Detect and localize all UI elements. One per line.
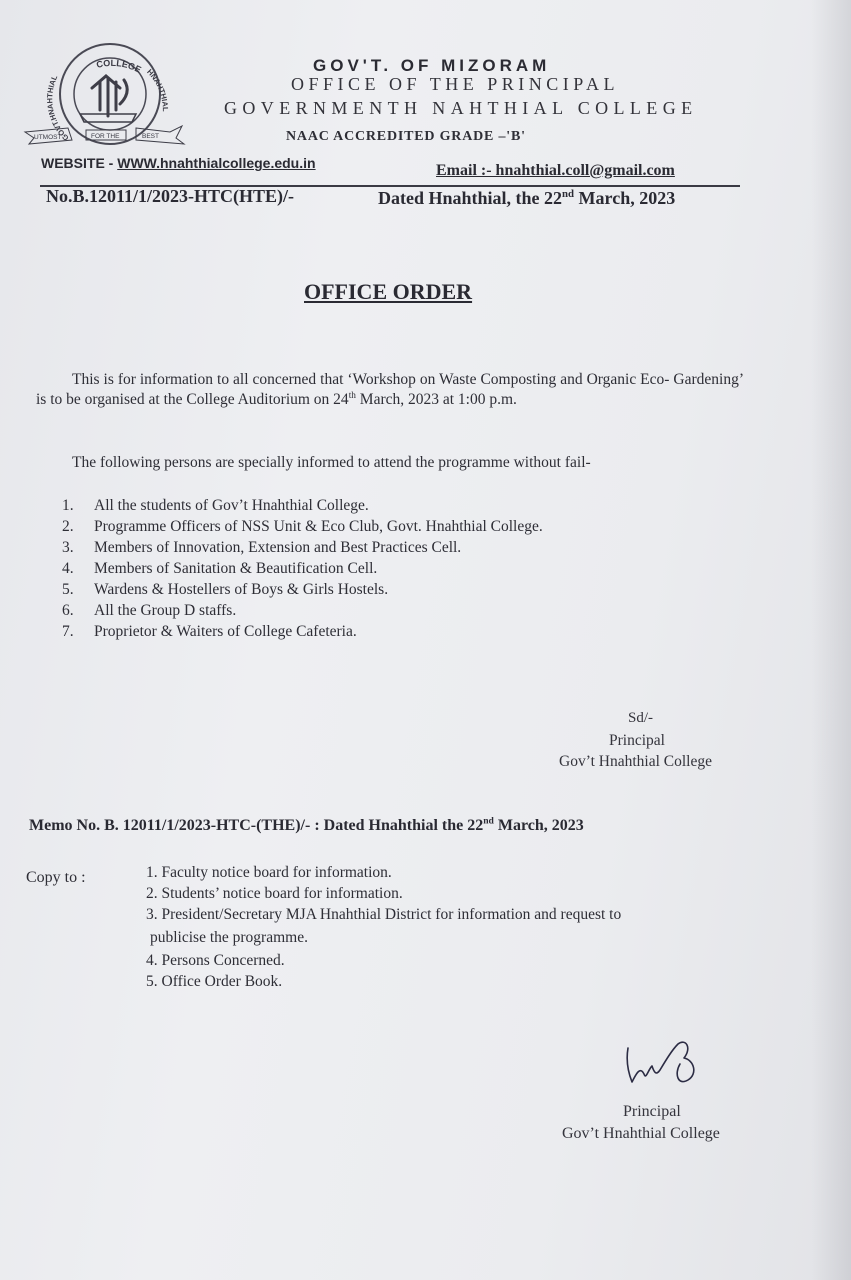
svg-text:COLLEGE (95, 58, 142, 75)
memo-number (29, 817, 584, 835)
reference-number: No.B.12011/1/2023-HTC(HTE)/- (46, 186, 295, 206)
list-item: 2. Students’ notice board for information. (146, 885, 403, 902)
list-item: 2. Programme Officers of NSS Unit & Eco Club, Govt. Hnahthial College. (62, 518, 543, 535)
list-item: 5. Wardens & Hostellers of Boys & Girls Hostels. (62, 581, 389, 598)
memo-suffix: March, 2023 (493, 817, 584, 834)
logo-ribbon-right: BEST (142, 133, 159, 140)
list-item: 3. President/Secretary MJA Hnahthial District for information and request to (146, 906, 622, 923)
signed-mark: Sd/- (628, 710, 654, 726)
body-text-part2: March, 2023 at 1:00 p.m. (355, 391, 517, 408)
logo-ribbon-left: UTMOST (34, 134, 62, 141)
header-naac-grade: NAAC ACCREDITED GRADE –'B' (286, 129, 526, 144)
attendee-list (62, 495, 543, 642)
logo-ribbon-center: FOR THE (91, 133, 120, 140)
logo-text-right: HNAHTHIAL (145, 67, 170, 112)
svg-text:GOVT.HNAHTHIAL (45, 73, 70, 142)
following-persons-text: The following persons are specially informed to attend the programme without fail- (72, 454, 591, 471)
handwritten-signature-icon (618, 1030, 708, 1090)
header-government: GOV'T. OF MIZORAM (313, 56, 551, 75)
website-link[interactable]: WWW.hnahthialcollege.edu.in (117, 155, 316, 171)
website-label: WEBSITE - (41, 155, 118, 171)
list-item: 1. All the students of Gov’t Hnahthial College. (62, 497, 369, 514)
list-item: 4. Members of Sanitation & Beautification Cell. (62, 560, 378, 577)
signoff-college: Gov’t Hnahthial College (559, 753, 712, 770)
list-item-continuation: publicise the programme. (150, 929, 308, 946)
list-item: 7. Proprietor & Waiters of College Cafeteria. (62, 623, 357, 640)
page-edge-shadow (811, 0, 851, 1280)
list-item: 5. Office Order Book. (146, 973, 283, 990)
college-logo-icon (20, 36, 195, 154)
copy-to-list (146, 862, 621, 992)
final-signoff-principal: Principal (623, 1103, 681, 1120)
logo-text-top: COLLEGE (95, 57, 143, 75)
copy-to-label: Copy to : (26, 869, 86, 886)
memo-sup: nd (483, 815, 494, 827)
header-email[interactable]: Email :- hnahthial.coll@gmail.com (436, 162, 675, 179)
list-item: 4. Persons Concerned. (146, 952, 285, 969)
list-item: 1. Faculty notice board for information. (146, 864, 392, 881)
list-item: 3. Members of Innovation, Extension and Best Practices Cell. (62, 539, 462, 556)
signoff-principal: Principal (609, 732, 665, 749)
list-item: 6. All the Group D staffs. (62, 602, 237, 619)
header-website (41, 155, 316, 171)
body-text-part1: This is for information to all concerned that ‘Workshop on Waste Composting and Organic Eco- Gardening’ is to be organised at the College Auditorium on 24 (36, 371, 744, 408)
svg-text:HNAHTHIAL (145, 67, 170, 112)
header-date (378, 188, 675, 209)
page-title: OFFICE ORDER (304, 279, 473, 304)
header-date-suffix: March, 2023 (574, 188, 676, 208)
header-college-name: GOVERNMENTH NAHTHIAL COLLEGE (224, 98, 698, 118)
body-paragraph (36, 370, 744, 410)
body-text-sup: th (348, 390, 356, 401)
logo-text-left: GOVT.HNAHTHIAL (45, 73, 71, 143)
header-date-sup: nd (562, 188, 575, 200)
final-signoff-college: Gov’t Hnahthial College (562, 1125, 720, 1142)
header-office: OFFICE OF THE PRINCIPAL (291, 74, 620, 94)
header-date-prefix: Dated Hnahthial, the 22 (378, 188, 563, 208)
memo-prefix: Memo No. B. 12011/1/2023-HTC-(THE)/- : Dated Hnahthial the 22 (29, 817, 484, 834)
